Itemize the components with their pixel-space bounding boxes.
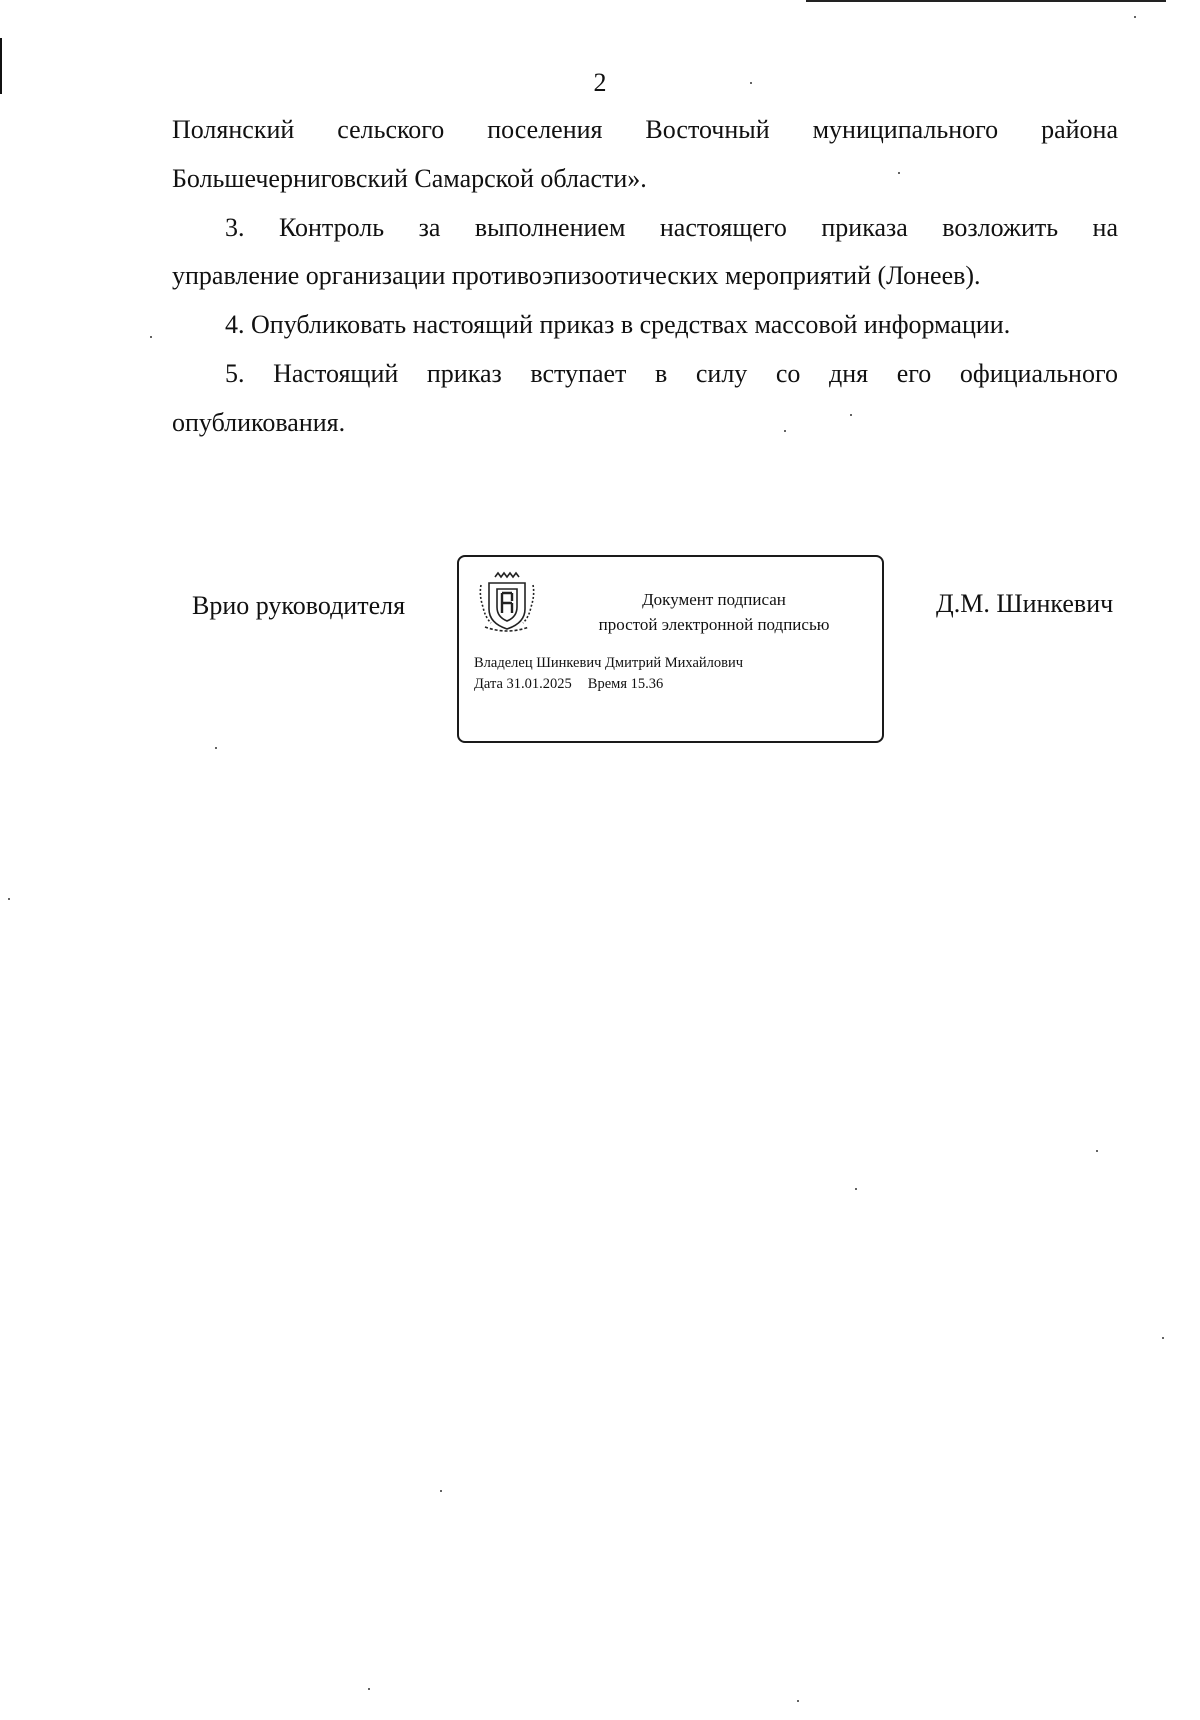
paragraph-5-line-1: 5. Настоящий приказ вступает в силу со дня его официального bbox=[225, 359, 1118, 388]
stamp-date: Дата 31.01.2025 bbox=[474, 676, 572, 692]
paragraph-3-line-2: управление организации противоэпизоотических мероприятий (Лонеев). bbox=[172, 261, 981, 290]
scan-speck bbox=[784, 430, 786, 432]
scan-speck bbox=[1162, 1337, 1164, 1339]
scan-speck bbox=[850, 414, 852, 416]
scan-edge-line bbox=[806, 0, 1166, 2]
scan-speck bbox=[1096, 1150, 1098, 1152]
stamp-date-time bbox=[474, 674, 663, 694]
stamp-title-line-2: простой электронной подписью bbox=[598, 615, 830, 634]
scan-speck bbox=[855, 1188, 857, 1190]
electronic-signature-stamp bbox=[457, 555, 884, 743]
scan-speck bbox=[898, 172, 900, 174]
stamp-title-line-1: Документ подписан bbox=[642, 590, 786, 609]
scan-speck bbox=[215, 747, 217, 749]
signatory-name: Д.М. Шинкевич bbox=[936, 589, 1114, 618]
coat-of-arms-icon bbox=[475, 571, 539, 633]
stamp-time: Время 15.36 bbox=[587, 676, 664, 692]
scan-speck bbox=[750, 82, 752, 84]
paragraph-1-line-1: Полянский сельского поселения Восточный муниципального района bbox=[172, 115, 1118, 144]
page-number: 2 bbox=[593, 68, 607, 97]
stamp-owner: Владелец Шинкевич Дмитрий Михайлович bbox=[474, 655, 744, 671]
paragraph-1-line-2: Большечерниговский Самарской области». bbox=[172, 164, 647, 193]
scan-speck bbox=[797, 1700, 799, 1702]
signatory-position: Врио руководителя bbox=[192, 591, 406, 620]
paragraph-5-line-2: опубликования. bbox=[172, 408, 346, 437]
paragraph-3-line-1: 3. Контроль за выполнением настоящего приказа возложить на bbox=[225, 213, 1118, 242]
scan-speck bbox=[1134, 16, 1136, 18]
scan-speck bbox=[368, 1688, 370, 1690]
paragraph-4: 4. Опубликовать настоящий приказ в средствах массовой информации. bbox=[225, 310, 1011, 339]
scan-speck bbox=[440, 1490, 442, 1492]
scan-speck bbox=[150, 336, 152, 338]
scan-speck bbox=[8, 898, 10, 900]
